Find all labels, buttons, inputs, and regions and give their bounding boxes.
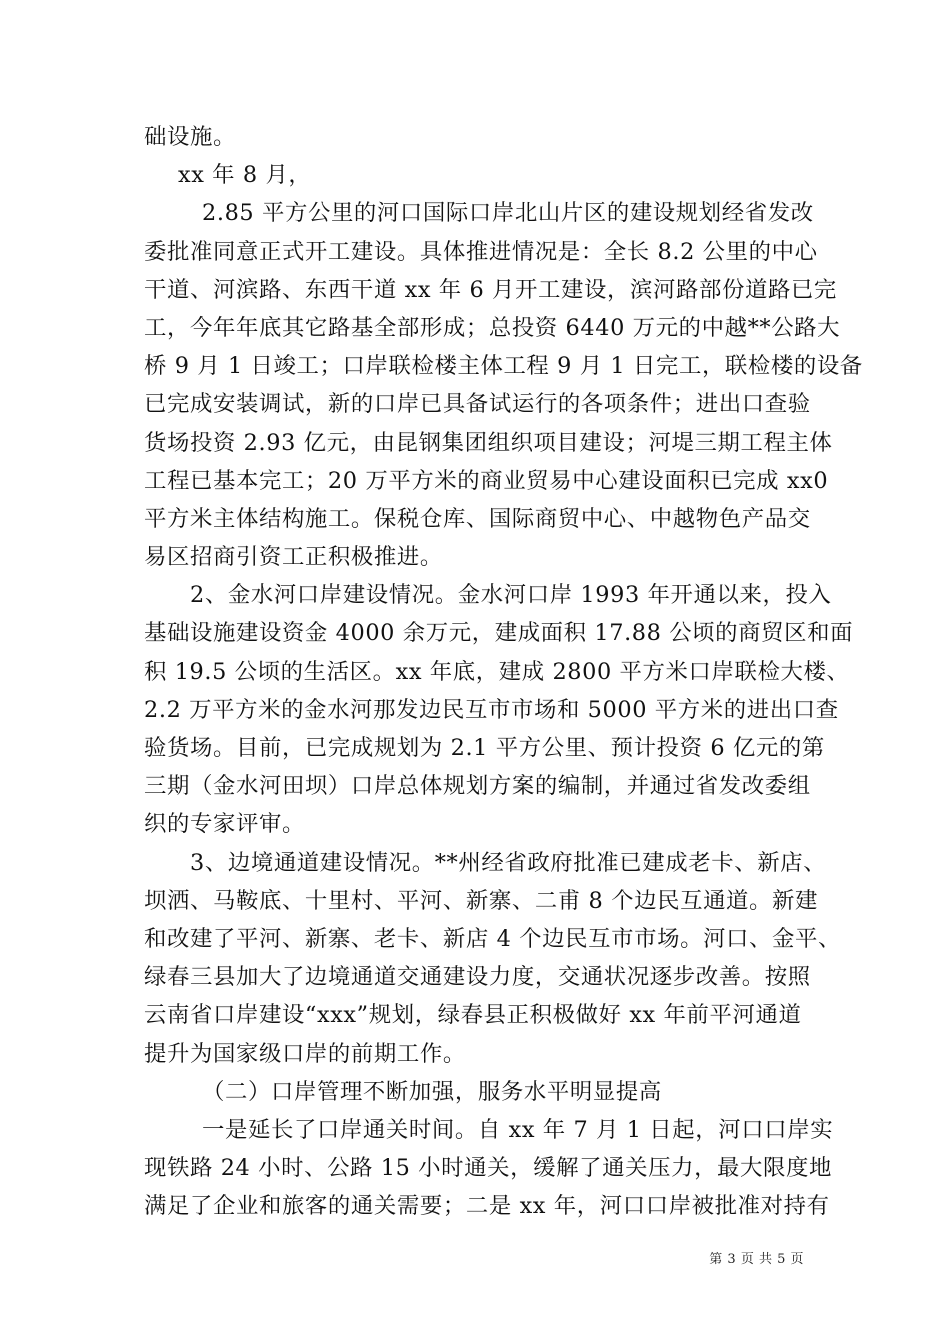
text-line: 绿春三县加大了边境通道交通建设力度，交通状况逐步改善。按照	[144, 964, 811, 991]
text-line: 和改建了平河、新寨、老卡、新店 4 个边民互市市场。河口、金平、	[144, 925, 842, 952]
text-line: 2.85 平方公里的河口国际口岸北山片区的建设规划经省发改	[202, 200, 814, 227]
text-line: 桥 9 月 1 日竣工；口岸联检楼主体工程 9 月 1 日完工，联检楼的设备	[144, 353, 863, 380]
text-line: 基础设施建设资金 4000 余万元，建成面积 17.88 公顷的商贸区和面	[144, 620, 854, 647]
text-line: xx 年 8 月，	[178, 162, 312, 189]
text-line: 易区招商引资工正积极推进。	[144, 544, 443, 571]
text-line: 满足了企业和旅客的通关需要；二是 xx 年，河口口岸被批准对持有	[144, 1193, 830, 1220]
text-line: 织的专家评审。	[144, 811, 305, 838]
document-body	[144, 118, 863, 1225]
page-number-footer: 第 3 页 共 5 页	[709, 1252, 804, 1267]
text-line: 提升为国家级口岸的前期工作。	[144, 1040, 466, 1067]
text-line: 2、金水河口岸建设情况。金水河口岸 1993 年开通以来，投入	[190, 582, 832, 609]
text-line: 云南省口岸建设“xxx”规划，绿春县正积极做好 xx 年前平河通道	[144, 1002, 802, 1029]
text-line: 已完成安装调试，新的口岸已具备试运行的各项条件；进出口查验	[144, 391, 811, 418]
text-line: 货场投资 2.93 亿元，由昆钢集团组织项目建设；河堤三期工程主体	[144, 429, 833, 456]
text-line: 坝洒、马鞍底、十里村、平河、新寨、二甫 8 个边民互通道。新建	[144, 887, 819, 914]
text-line: 现铁路 24 小时、公路 15 小时通关，缓解了通关压力，最大限度地	[144, 1155, 833, 1182]
text-line: 委批准同意正式开工建设。具体推进情况是：全长 8.2 公里的中心	[144, 238, 818, 265]
text-line: 3、边境通道建设情况。**州经省政府批准已建成老卡、新店、	[190, 849, 827, 876]
text-line: 平方米主体结构施工。保税仓库、国际商贸中心、中越物色产品交	[144, 505, 811, 532]
text-line: 积 19.5 公顷的生活区。xx 年底，建成 2800 平方米口岸联检大楼、	[144, 658, 850, 685]
text-line: 干道、河滨路、东西干道 xx 年 6 月开工建设，滨河路部份道路已完	[144, 276, 837, 303]
text-line: 2.2 万平方米的金水河那发边民互市市场和 5000 平方米的进出口查	[144, 696, 839, 723]
text-line: 工程已基本完工；20 万平方米的商业贸易中心建设面积已完成 xx0	[144, 467, 829, 494]
section-heading: （二）口岸管理不断加强，服务水平明显提高	[202, 1078, 662, 1105]
text-line: 础设施。	[144, 124, 236, 150]
text-line: 验货场。目前，已完成规划为 2.1 平方公里、预计投资 6 亿元的第	[144, 735, 825, 761]
text-line: 三期（金水河田坝）口岸总体规划方案的编制，并通过省发改委组	[144, 773, 811, 800]
text-line: 工，今年年底其它路基全部形成；总投资 6440 万元的中越**公路大	[144, 314, 841, 341]
text-line: 一是延长了口岸通关时间。自 xx 年 7 月 1 日起，河口口岸实	[202, 1116, 834, 1143]
